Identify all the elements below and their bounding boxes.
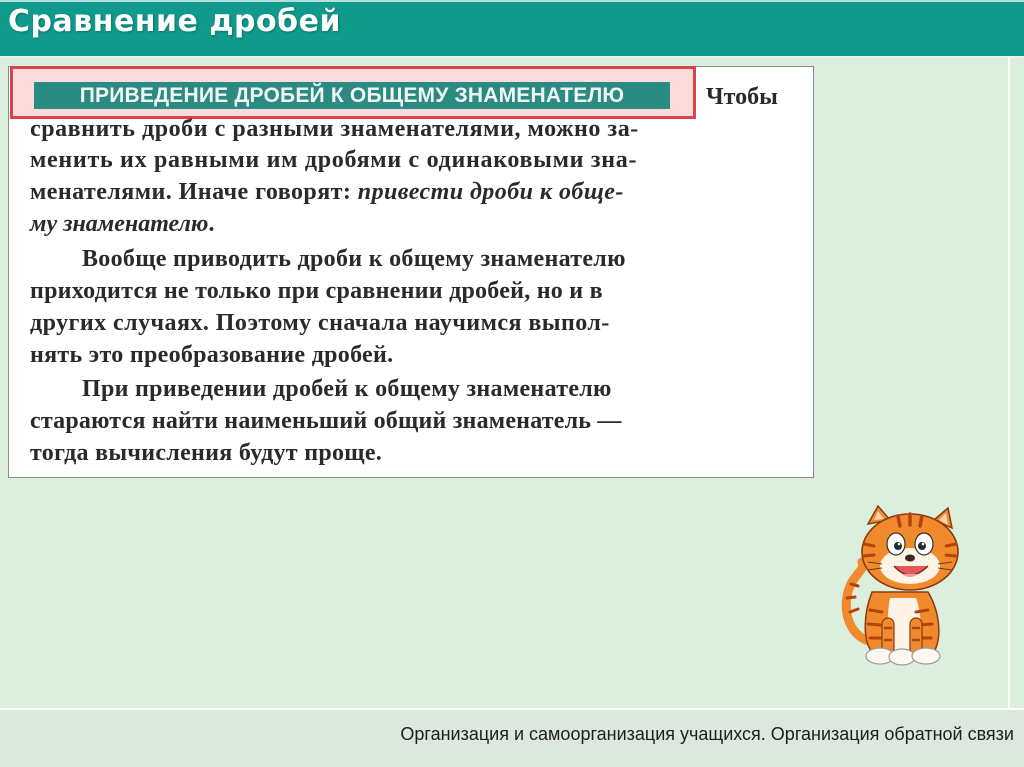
text-line-9: При приведении дробей к общему знаменателю bbox=[82, 376, 612, 402]
first-word: Чтобы bbox=[706, 84, 778, 110]
text-line-3 bbox=[30, 177, 624, 207]
text-line-4-dot: . bbox=[208, 211, 215, 237]
text-line-5: Вообще приводить дроби к общему знаменателю bbox=[82, 246, 626, 272]
section-heading: ПРИВЕДЕНИЕ ДРОБЕЙ К ОБЩЕМУ ЗНАМЕНАТЕЛЮ bbox=[34, 82, 670, 109]
text-line-4-italic: му знаменателю bbox=[30, 211, 209, 237]
text-line-6: приходится не только при сравнении дробей, но и в bbox=[30, 278, 603, 304]
text-line-7: других случаях. Поэтому сначала научимся выпол- bbox=[30, 310, 610, 336]
slide-title: Сравнение дробей bbox=[8, 4, 341, 39]
text-line-2: менить их равными им дробями с одинаковыми зна- bbox=[30, 147, 638, 173]
text-line-3-italic: привести дроби к обще- bbox=[357, 179, 624, 205]
tiger-cub-illustration bbox=[838, 500, 978, 670]
text-line-4 bbox=[30, 209, 214, 239]
text-line-8: нять это преобразование дробей. bbox=[30, 342, 394, 368]
footer-caption: Организация и самоорганизация учащихся. Организация обратной связи bbox=[400, 724, 1014, 744]
text-line-11: тогда вычисления будут проще. bbox=[30, 440, 383, 466]
slide-title-bar bbox=[0, 0, 1024, 58]
text-line-1: сравнить дроби с разными знаменателями, можно за- bbox=[30, 116, 639, 142]
text-line-10: стараются найти наименьший общий знаменатель — bbox=[30, 408, 622, 434]
right-divider bbox=[1008, 58, 1010, 708]
text-line-3-plain: менателями. Иначе говорят: bbox=[30, 179, 352, 205]
